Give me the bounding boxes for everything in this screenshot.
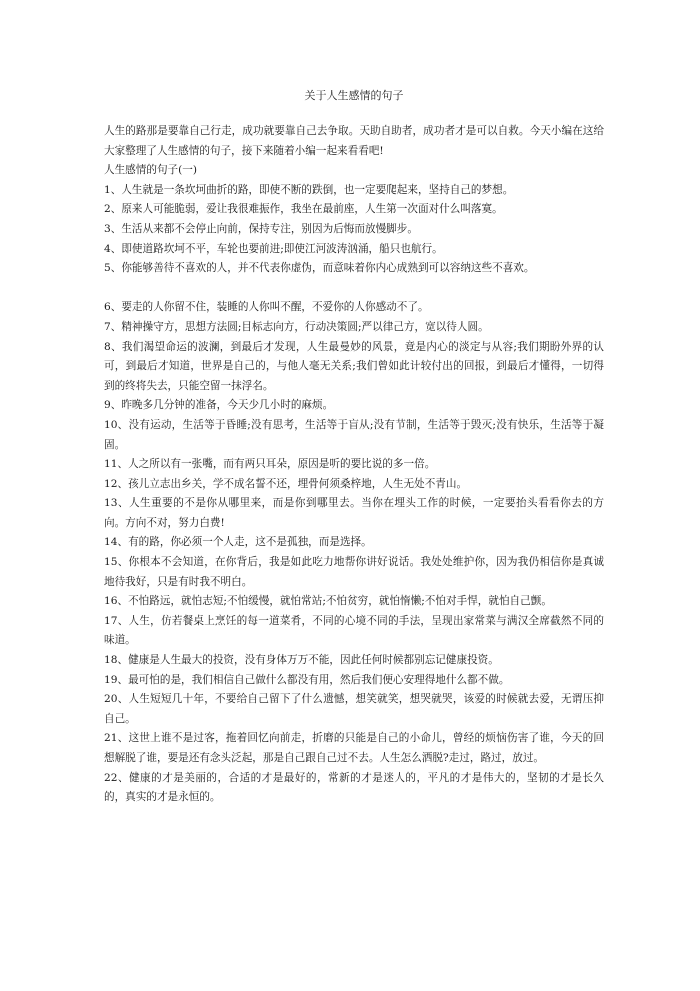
list-item: 10、没有运动，生活等于昏睡;没有思考，生活等于盲从;没有节制，生活等于毁灭;没有快乐，生活等于凝固。 — [104, 418, 604, 451]
list-item: 17、人生，仿若餐桌上烹饪的每一道菜肴，不同的心境不同的手法，呈现出家常菜与满汉全席截然不同的味道。 — [104, 614, 604, 647]
list-item: 18、健康是人生最大的投资，没有身体万万不能，因此任何时候都别忘记健康投资。 — [104, 654, 499, 667]
list-item: 6、要走的人你留不住，装睡的人你叫不醒，不爱你的人你感动不了。 — [104, 301, 429, 314]
list-item: 7、精神操守方，思想方法圆;目标志向方，行动决策圆;严以律己方，宽以待人圆。 — [104, 320, 489, 333]
list-item: 21、这世上谁不是过客，拖着回忆向前走，折磨的只能是自己的小命儿，曾经的烦恼伤害了谁，今天的回想解脱了谁，要是还有念头泛起，那是自己跟自己过不去。人生怎么洒脱?走过，路过，放过。 — [104, 732, 604, 764]
list-item: 5、你能够善待不喜欢的人，并不代表你虚伪，而意味着你内心成熟到可以容纳这些不喜欢。 — [104, 262, 535, 275]
list-item: 14、有的路，你必须一个人走，这不是孤独，而是选择。 — [104, 536, 372, 549]
list-item: 12、孩儿立志出乡关，学不成名誓不还，埋骨何须桑梓地，人生无处不青山。 — [104, 477, 468, 490]
section-heading: 人生感情的句子(一) — [104, 164, 198, 177]
list-item: 16、不怕路远，就怕志短;不怕缓慢，就怕常站;不怕贫穷，就怕惰懒;不怕对手悍，就怕自己颤。 — [104, 595, 552, 608]
list-item: 15、你根本不会知道，在你背后，我是如此吃力地帮你讲好说话。我处处维护你，因为我仍相信你是真诚地待我好，只是有时我不明白。 — [104, 556, 604, 588]
list-item: 1、人生就是一条坎坷曲折的路，即使不断的跌倒，也一定要爬起来，坚持自己的梦想。 — [104, 183, 514, 196]
list-item: 8、我们渴望命运的波澜，到最后才发现，人生最曼妙的风景，竟是内心的淡定与从容;我们期盼外界的认可，到最后才知道，世界是自己的，与他人毫无关系;我们曾如此计较付出的回报，到最后才懂得，一切得到的终将失去，只能空留一抹浮名。 — [104, 340, 604, 392]
list-item: 4、即使道路坎坷不平，车轮也要前进;即使江河波涛汹涌，船只也航行。 — [104, 242, 443, 255]
document-title: 关于人生感情的句子 — [304, 89, 404, 102]
intro-paragraph: 人生的路那是要靠自己行走，成功就要靠自己去争取。天助自助者，成功者才是可以自救。今天小编在这给大家整理了人生感情的句子，接下来随着小编一起来看看吧! — [104, 125, 604, 157]
list-item: 11、人之所以有一张嘴，而有两只耳朵，原因是听的要比说的多一倍。 — [104, 458, 436, 471]
list-item: 9、昨晚多几分钟的准备，今天少几小时的麻烦。 — [104, 399, 334, 412]
list-item: 13、人生重要的不是你从哪里来，而是你到哪里去。当你在埋头工作的时候，一定要抬头看看你去的方向。方向不对，努力白费! — [104, 497, 604, 529]
list-item: 19、最可怕的是，我们相信自己做什么都没有用，然后我们便心安理得地什么都不做。 — [104, 673, 510, 686]
list-item: 3、生活从来都不会停止向前，保持专注，别因为后悔而放慢脚步。 — [104, 222, 418, 235]
blank-line — [104, 279, 604, 299]
document-page — [104, 88, 604, 808]
list-item: 22、健康的才是美丽的，合适的才是最好的，常新的才是迷人的，平凡的才是伟大的，坚韧的才是长久的，真实的才是永恒的。 — [104, 771, 604, 804]
list-item: 20、人生短短几十年，不要给自己留下了什么遗憾，想笑就笑，想哭就哭，该爱的时候就去爱，无谓压抑自己。 — [104, 693, 604, 725]
list-item: 2、原来人可能脆弱，爱让我很难振作，我坐在最前座，人生第一次面对什么叫落寞。 — [104, 203, 503, 216]
